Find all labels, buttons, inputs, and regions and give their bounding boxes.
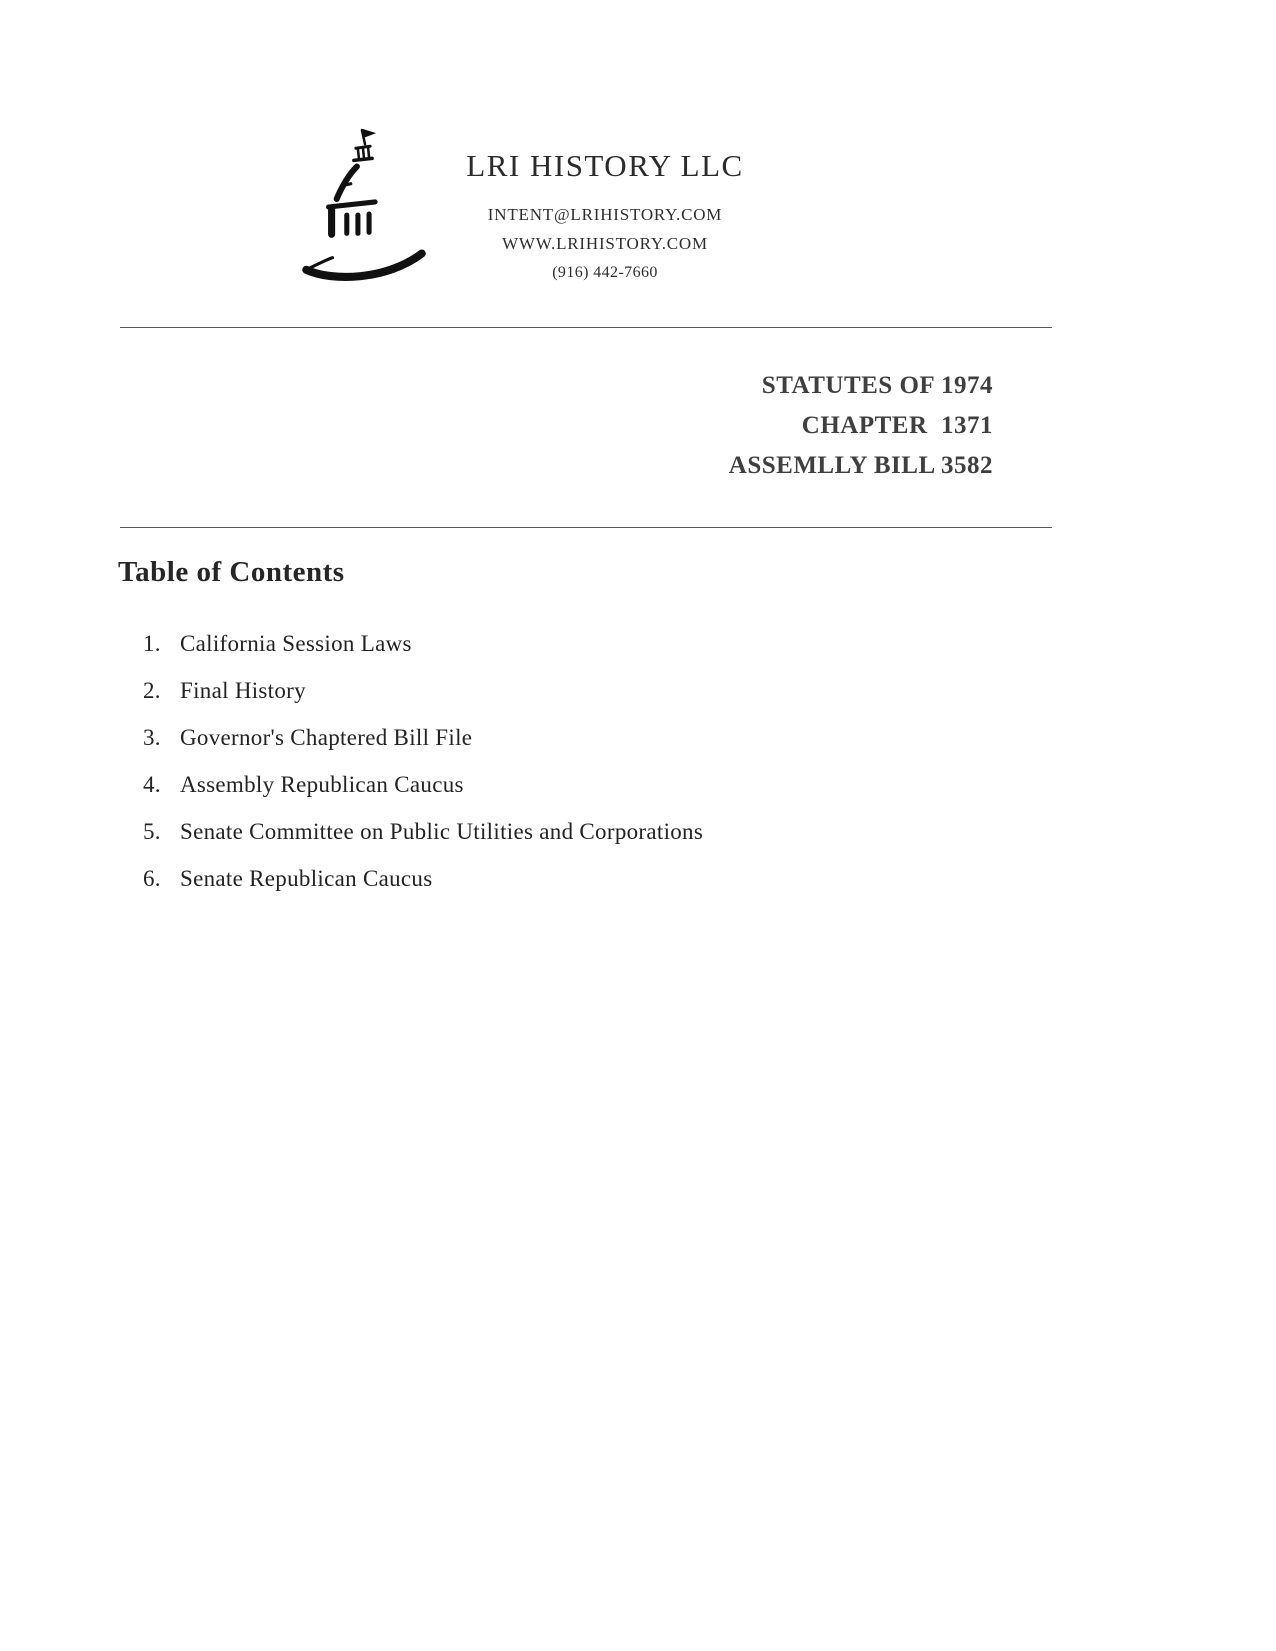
toc-item-label: Senate Republican Caucus (180, 866, 433, 891)
toc-item-label: California Session Laws (180, 631, 412, 656)
toc-list (143, 620, 1043, 902)
toc-item-label: Final History (180, 678, 306, 703)
toc-item-number: 2. (143, 678, 161, 703)
chapter-line: CHAPTER 1371 (801, 412, 993, 439)
toc-item-number: 5. (143, 819, 161, 844)
company-website: WWW.LRIHISTORY.COM (502, 234, 708, 253)
document-header (729, 366, 993, 486)
toc-item (143, 855, 1043, 902)
toc-item (143, 620, 1043, 667)
company-name: LRI HISTORY LLC (466, 148, 744, 183)
company-email: INTENT@LRIHISTORY.COM (487, 205, 723, 224)
toc-item-label: Governor's Chaptered Bill File (180, 725, 473, 750)
divider-bottom (120, 527, 1052, 528)
toc-item (143, 808, 1043, 855)
assembly-bill-line: ASSEMLLY BILL 3582 (728, 452, 993, 479)
toc-item (143, 714, 1043, 761)
toc-item (143, 667, 1043, 714)
letterhead (400, 148, 810, 287)
toc-item-label: Assembly Republican Caucus (180, 772, 464, 797)
toc-item-number: 4. (143, 772, 161, 797)
company-phone: (916) 442-7660 (552, 264, 658, 281)
toc-item-label: Senate Committee on Public Utilities and Corporations (180, 819, 704, 844)
toc-item-number: 1. (143, 631, 161, 656)
toc-item (143, 761, 1043, 808)
divider-top (120, 327, 1052, 328)
toc-title: Table of Contents (118, 556, 345, 588)
statutes-line: STATUTES OF 1974 (761, 372, 993, 399)
toc-item-number: 3. (143, 725, 161, 750)
toc-item-number: 6. (143, 866, 161, 891)
